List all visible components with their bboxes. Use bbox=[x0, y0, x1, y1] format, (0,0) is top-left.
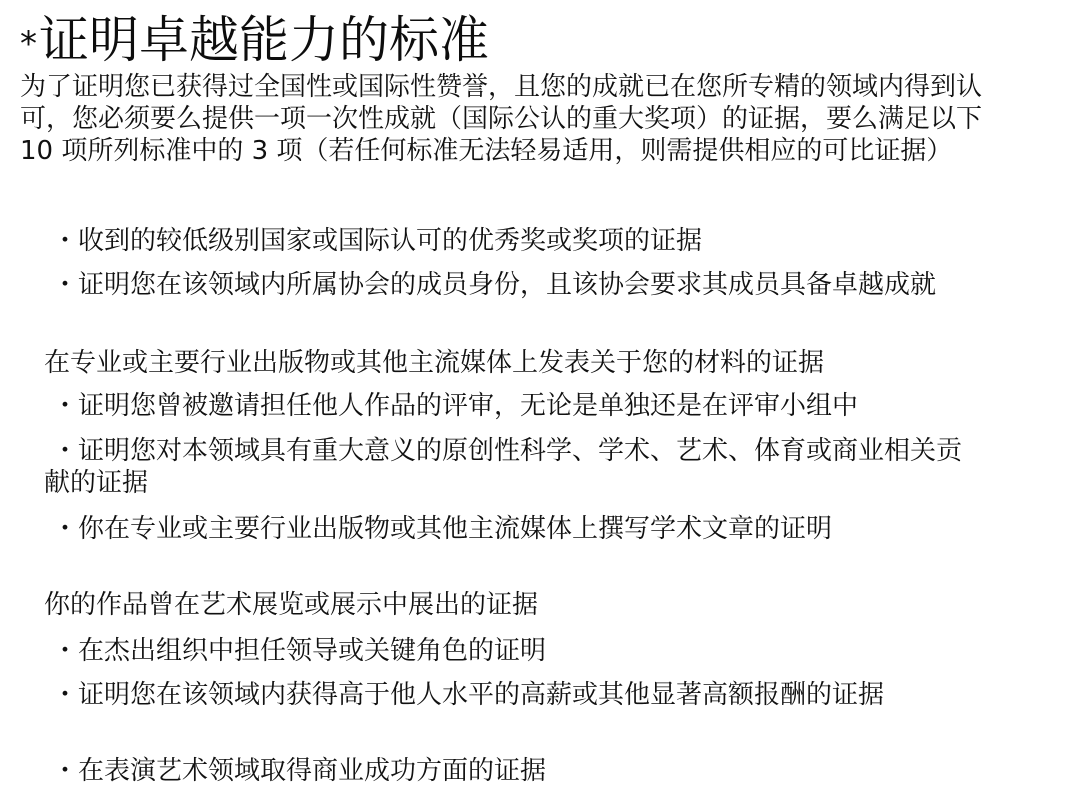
bullet-marker: ・ bbox=[52, 436, 79, 466]
intro-paragraph bbox=[20, 71, 1060, 167]
criterion-text: 在表演艺术领域取得商业成功方面的证据 bbox=[78, 756, 547, 786]
criterion-original-contributions-continued bbox=[44, 466, 148, 500]
criterion-text: 证明您在该领域内所属协会的成员身份，且该协会要求其成员具备卓越成就 bbox=[78, 270, 937, 300]
intro-line-1: 为了证明您已获得过全国性或国际性赞誉，且您的成就已在您所专精的领域内得到认 bbox=[20, 72, 983, 102]
criterion-text: 在杰出组织中担任领导或关键角色的证明 bbox=[78, 636, 547, 666]
criterion-high-salary bbox=[52, 678, 884, 712]
criterion-text: 在专业或主要行业出版物或其他主流媒体上发表关于您的材料的证据 bbox=[44, 348, 825, 378]
bullet-marker: ・ bbox=[52, 514, 79, 544]
criterion-text-line-1: 证明您对本领域具有重大意义的原创性科学、学术、艺术、体育或商业相关贡 bbox=[78, 436, 963, 466]
bullet-marker: ・ bbox=[52, 391, 79, 421]
criterion-scholarly-articles bbox=[52, 512, 832, 546]
criterion-text-line-2: 献的证据 bbox=[44, 468, 149, 498]
criterion-membership bbox=[52, 268, 936, 302]
criterion-exhibitions bbox=[44, 588, 538, 622]
criterion-text: 收到的较低级别国家或国际认可的优秀奖或奖项的证据 bbox=[78, 226, 703, 256]
bullet-marker: ・ bbox=[52, 226, 79, 256]
intro-line-3: 10 项所列标准中的 3 项（若任何标准无法轻易适用，则需提供相应的可比证据） bbox=[20, 136, 953, 166]
criterion-text: 你在专业或主要行业出版物或其他主流媒体上撰写学术文章的证明 bbox=[78, 514, 833, 544]
criterion-leading-role bbox=[52, 634, 546, 668]
page-title bbox=[20, 4, 489, 76]
bullet-marker: ・ bbox=[52, 756, 79, 786]
bullet-marker: ・ bbox=[52, 680, 79, 710]
criterion-text: 证明您曾被邀请担任他人作品的评审，无论是单独还是在评审小组中 bbox=[78, 391, 859, 421]
criterion-commercial-success bbox=[52, 754, 546, 788]
page-title-text: 证明卓越能力的标准 bbox=[39, 11, 489, 69]
criterion-awards bbox=[52, 224, 702, 258]
asterisk-mark: * bbox=[20, 24, 37, 64]
bullet-marker: ・ bbox=[52, 636, 79, 666]
intro-line-2: 可，您必须要么提供一项一次性成就（国际公认的重大奖项）的证据，要么满足以下 bbox=[20, 104, 983, 134]
criterion-published-material bbox=[44, 346, 824, 380]
bullet-marker: ・ bbox=[52, 270, 79, 300]
criterion-text: 你的作品曾在艺术展览或展示中展出的证据 bbox=[44, 590, 539, 620]
criterion-judging bbox=[52, 389, 858, 423]
criterion-text: 证明您在该领域内获得高于他人水平的高薪或其他显著高额报酬的证据 bbox=[78, 680, 885, 710]
criterion-original-contributions bbox=[52, 434, 962, 468]
